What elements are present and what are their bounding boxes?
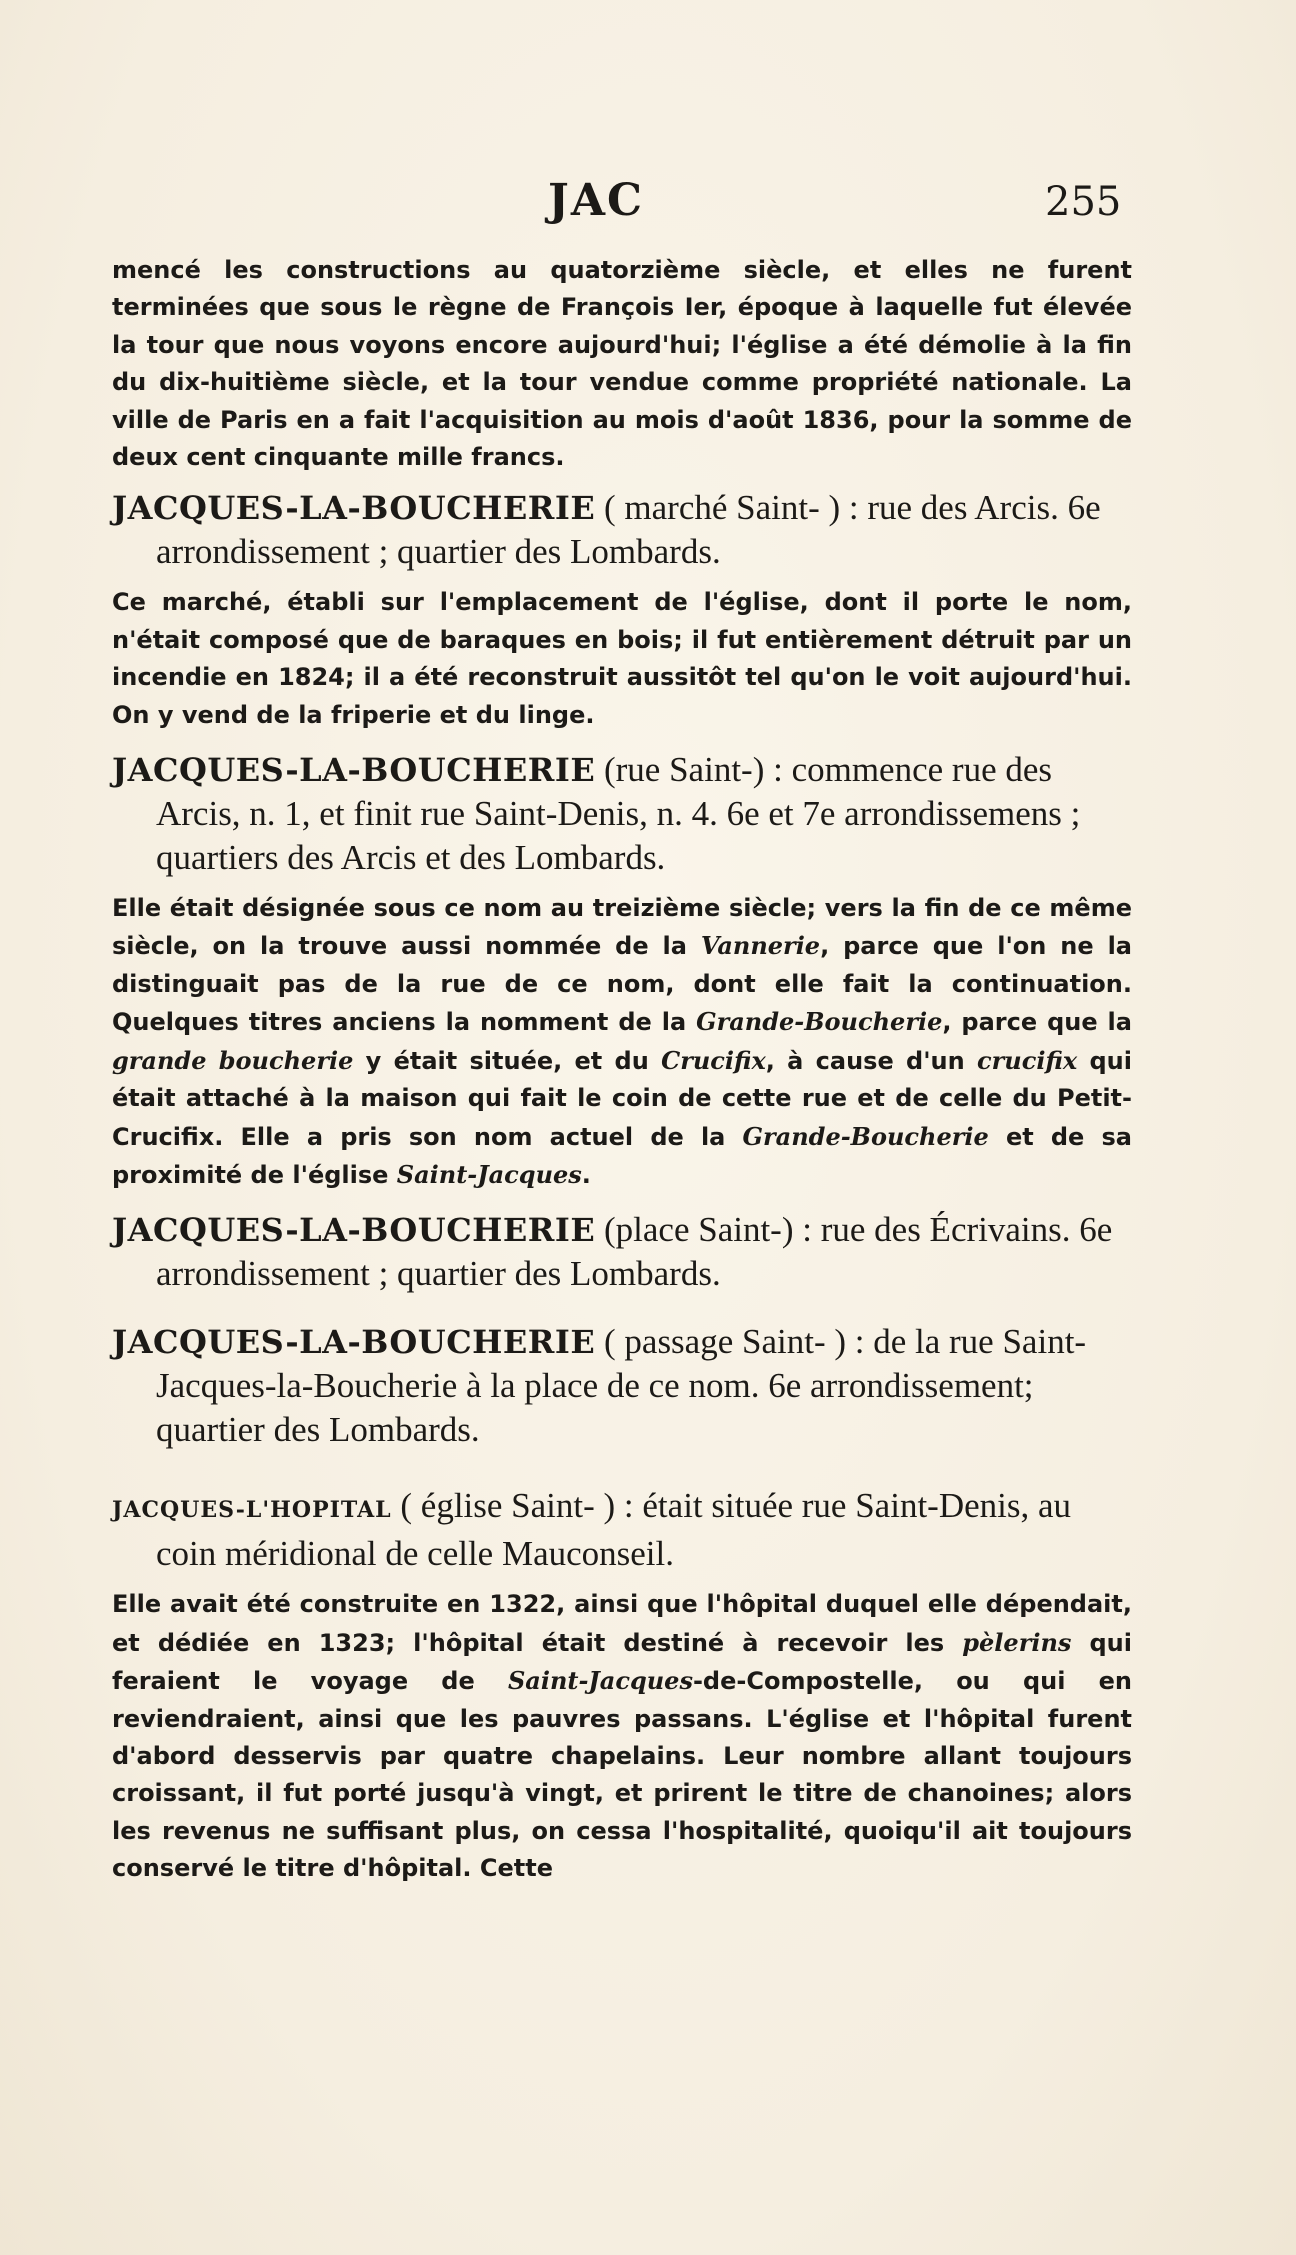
entry-heading-text: ( passage Saint- ) : de la rue Saint-Jacques-la-Boucherie à la place de ce nom. 6e arrondissement; quartier des Lombards. — [156, 1322, 1087, 1450]
entry-heading — [112, 486, 1132, 574]
entry-place-saint-jacques — [112, 1208, 1132, 1296]
entry-headword: JACQUES-LA-BOUCHERIE — [112, 489, 596, 528]
entry-body-italic: Crucifix — [661, 1045, 766, 1075]
entry-headword: JACQUES-L'HOPITAL — [112, 1497, 392, 1524]
entry-heading-text: (rue Saint-) : commence rue des Arcis, n. 1, et finit rue Saint-Denis, n. 4. 6e et 7e arrondissemens ; quartiers des Arcis et des Lombards. — [156, 750, 1081, 878]
page-body — [112, 252, 1132, 1888]
entry-body-text: y était située, et du — [353, 1046, 662, 1075]
entry-body-text: , parce que la — [942, 1008, 1132, 1037]
entry-body-text: , parce que l'on ne la distinguait pas de la rue de ce nom, dont elle fait la continuation. Quelques titres anciens la nomment de la — [112, 932, 1132, 1037]
entry-body — [112, 1586, 1132, 1887]
entry-body-italic: grande boucherie — [112, 1045, 354, 1075]
entry-heading-text: (place Saint-) : rue des Écrivains. 6e arrondissement ; quartier des Lombards. — [156, 1210, 1113, 1294]
entry-body-text: Elle avait été construite en 1322, ainsi que l'hôpital duquel elle dépendait, et dédiée en 1323; l'hôpital était destiné à recevoir les — [112, 1590, 1132, 1657]
running-head — [0, 175, 1296, 235]
entry-eglise-saint-jacques-hopital — [112, 1484, 1132, 1887]
entry-heading — [112, 1484, 1132, 1576]
entry-body-italic: Saint-Jacques — [507, 1666, 693, 1696]
entry-headword: JACQUES-LA-BOUCHERIE — [112, 1323, 596, 1362]
entry-body-italic: pèlerins — [962, 1627, 1072, 1657]
entry-body — [112, 890, 1132, 1194]
entry-body-italic: Vannerie — [700, 931, 821, 961]
entry-heading-text: ( marché Saint- ) : rue des Arcis. 6e arrondissement ; quartier des Lombards. — [156, 488, 1101, 572]
entry-body-text: et de sa proximité de l'église — [112, 1122, 1132, 1189]
entry-headword: JACQUES-LA-BOUCHERIE — [112, 751, 596, 790]
page-number: 255 — [1045, 179, 1122, 225]
entry-body-text: Elle était désignée sous ce nom au treizième siècle; vers la fin de ce même siècle, on la trouve aussi nommée de la — [112, 894, 1132, 961]
entry-heading — [112, 748, 1132, 880]
entry-body: Ce marché, établi sur l'emplacement de l'église, dont il porte le nom, n'était composé que de baraques en bois; il fut entièrement détruit par un incendie en 1824; il a été reconstruit aussitôt tel qu'on le voit aujourd'hui. On y vend de la friperie et du linge. — [112, 588, 1132, 729]
entry-heading — [112, 1320, 1132, 1452]
continuation-paragraph: mencé les constructions au quatorzième siècle, et elles ne furent terminées que sous le règne de François Ier, époque à laquelle fut élevée la tour que nous voyons encore aujourd'hui; l'église a été démolie à la fin du dix-huitième siècle, et la tour vendue comme propriété nationale. La ville de Paris en a fait l'acquisition au mois d'août 1836, pour la somme de deux cent cinquante mille francs. — [112, 256, 1132, 472]
entry-body-italic: Saint-Jacques — [396, 1159, 582, 1189]
entry-marche-saint-jacques — [112, 486, 1132, 734]
entry-body-text: qui feraient le voyage de — [112, 1628, 1132, 1696]
entry-body-text: qui était attaché à la maison qui fait le coin de cette rue et de celle du Petit-Crucifix. Elle a pris son nom actuel de la — [112, 1046, 1132, 1151]
entry-body-italic: Grande-Boucherie — [696, 1007, 943, 1037]
running-head-title: JAC — [548, 175, 644, 226]
entry-heading-text: ( église Saint- ) : était située rue Saint-Denis, au coin méridional de celle Mauconseil. — [156, 1486, 1072, 1574]
entry-headword: JACQUES-LA-BOUCHERIE — [112, 1211, 596, 1250]
entry-body-italic: Grande-Boucherie — [742, 1121, 989, 1151]
entry-rue-saint-jacques — [112, 748, 1132, 1194]
entry-heading — [112, 1208, 1132, 1296]
entry-passage-saint-jacques — [112, 1320, 1132, 1452]
entry-body-italic: crucifix — [977, 1045, 1078, 1075]
entry-body-text: . — [581, 1160, 591, 1189]
entry-body-text: , à cause d'un — [765, 1046, 977, 1075]
entry-body-text: -de-Compostelle, ou qui en reviendraient, ainsi que les pauvres passans. L'église et l'hôpital furent d'abord desservis par quatre chapelains. Leur nombre allant toujours croissant, il fut porté jusqu'à vingt, et prirent le titre de chanoines; alors les revenus ne suffisant plus, on cessa l'hospitalité, quoiqu'il ait toujours conservé le titre d'hôpital. Cette — [112, 1667, 1132, 1883]
